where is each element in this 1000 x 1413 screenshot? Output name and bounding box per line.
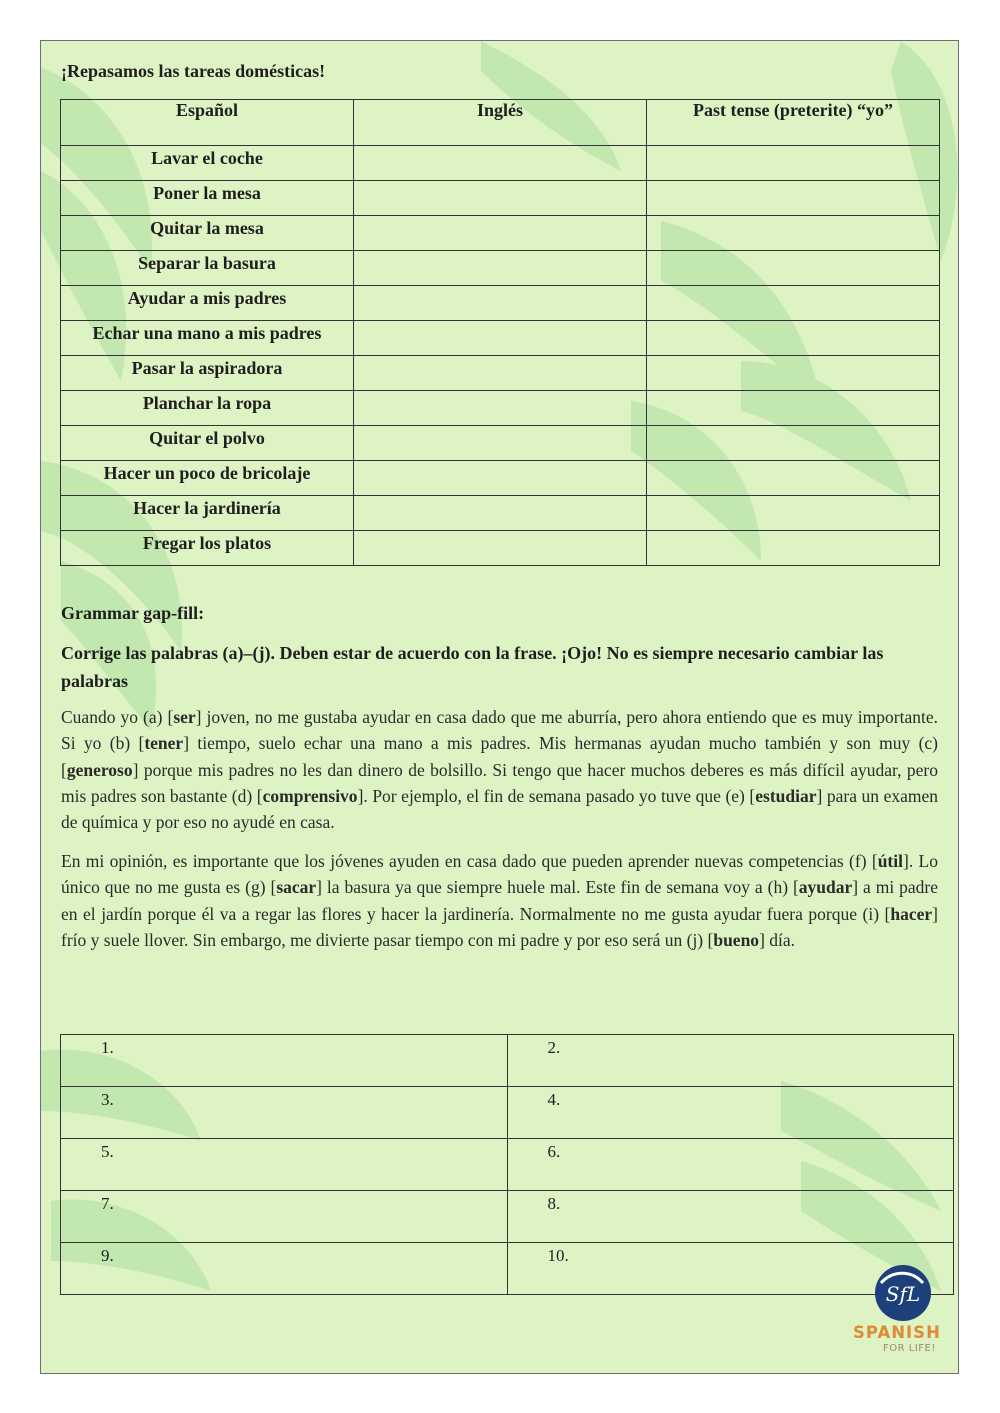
paragraph-text: ] tiempo, suelo echar una mano a mis padres. Mis hermanas ayudan mucho también y son muy (c) [ bbox=[61, 733, 938, 780]
answer-cell[interactable]: 2. bbox=[507, 1035, 954, 1087]
table-row bbox=[61, 426, 940, 461]
gap-fill-paragraph-2 bbox=[61, 848, 938, 953]
paragraph-text: ] la basura ya que siempre huele mal. Este fin de semana voy a (h) [ bbox=[316, 877, 799, 898]
table-row bbox=[61, 251, 940, 286]
chore-english-cell[interactable] bbox=[354, 216, 647, 251]
gap-word: ayudar bbox=[798, 877, 853, 898]
chore-english-cell[interactable] bbox=[354, 321, 647, 356]
answer-cell[interactable]: 4. bbox=[507, 1087, 954, 1139]
paragraph-text: ] día. bbox=[759, 929, 796, 950]
answer-cell[interactable]: 1. bbox=[61, 1035, 508, 1087]
answers-table bbox=[60, 1034, 954, 1295]
chores-table bbox=[60, 99, 940, 566]
chore-preterite-cell[interactable] bbox=[647, 426, 940, 461]
paragraph-text: ] a mi padre en el jardín porque él va a regar las flores y hacer la jardinería. Normalmente no me gusta ayudar fuera porque (i) [ bbox=[61, 877, 939, 924]
chore-preterite-cell[interactable] bbox=[647, 496, 940, 531]
paragraph-text: ] porque mis padres no les dan dinero de bolsillo. Si tengo que hacer muchos deberes es más difícil ayudar, pero mis padres son bastante (d) [ bbox=[61, 759, 938, 806]
page-title: ¡Repasamos las tareas domésticas! bbox=[61, 61, 326, 81]
table-row bbox=[61, 356, 940, 391]
logo-initials: SfL bbox=[885, 1282, 921, 1306]
header-ingles: Inglés bbox=[354, 100, 647, 146]
chore-preterite-cell[interactable] bbox=[647, 251, 940, 286]
table-row bbox=[61, 321, 940, 356]
paragraph-text: ] joven, no me gustaba ayudar en casa dado que me aburría, pero ahora entiendo que es muy importante. Si yo (b) [ bbox=[61, 707, 938, 754]
grammar-instructions: Corrige las palabras (a)–(j). Deben estar de acuerdo con la frase. ¡Ojo! No es siempre necesario cambiar las palabras bbox=[61, 643, 884, 691]
worksheet-page bbox=[40, 40, 959, 1374]
table-row bbox=[61, 461, 940, 496]
answer-cell[interactable]: 8. bbox=[507, 1191, 954, 1243]
table-row bbox=[61, 146, 940, 181]
paragraph-text: ]. Lo único que no me gusta es (g) [ bbox=[61, 851, 938, 898]
chore-spanish-cell: Lavar el coche bbox=[61, 146, 354, 181]
chore-spanish-cell: Quitar la mesa bbox=[61, 216, 354, 251]
answer-cell[interactable]: 3. bbox=[61, 1087, 508, 1139]
table-row bbox=[61, 531, 940, 566]
chore-english-cell[interactable] bbox=[354, 251, 647, 286]
logo-wordmark: SPANISH bbox=[853, 1323, 941, 1342]
paragraph-text: ] para un examen de química y por eso no ayudé en casa. bbox=[61, 785, 939, 833]
chore-spanish-cell: Pasar la aspiradora bbox=[61, 356, 354, 391]
chore-spanish-cell: Poner la mesa bbox=[61, 181, 354, 216]
answer-row bbox=[61, 1191, 954, 1243]
chore-english-cell[interactable] bbox=[354, 496, 647, 531]
chore-preterite-cell[interactable] bbox=[647, 356, 940, 391]
header-espanol: Español bbox=[61, 100, 354, 146]
gap-word: hacer bbox=[890, 903, 933, 924]
table-header-row bbox=[61, 100, 940, 146]
chore-spanish-cell: Hacer la jardinería bbox=[61, 496, 354, 531]
logo-tagline: FOR LIFE! bbox=[883, 1343, 936, 1354]
paragraph-text: Cuando yo (a) [ bbox=[61, 707, 174, 727]
chore-spanish-cell: Hacer un poco de bricolaje bbox=[61, 461, 354, 496]
chore-english-cell[interactable] bbox=[354, 146, 647, 181]
chore-preterite-cell[interactable] bbox=[647, 461, 940, 496]
gap-word: tener bbox=[144, 733, 184, 754]
chore-english-cell[interactable] bbox=[354, 461, 647, 496]
table-row bbox=[61, 286, 940, 321]
gap-word: generoso bbox=[66, 759, 133, 780]
paragraph-text: ]. Por ejemplo, el fin de semana pasado yo tuve que (e) [ bbox=[357, 785, 756, 806]
gap-word: sacar bbox=[276, 877, 317, 898]
table-row bbox=[61, 391, 940, 426]
chore-english-cell[interactable] bbox=[354, 426, 647, 461]
gap-word: estudiar bbox=[755, 785, 817, 806]
answer-cell[interactable]: 9. bbox=[61, 1243, 508, 1295]
chore-spanish-cell: Separar la basura bbox=[61, 251, 354, 286]
table-row bbox=[61, 181, 940, 216]
table-row bbox=[61, 216, 940, 251]
chore-preterite-cell[interactable] bbox=[647, 146, 940, 181]
answer-row bbox=[61, 1087, 954, 1139]
answer-row bbox=[61, 1243, 954, 1295]
answer-row bbox=[61, 1035, 954, 1087]
chore-preterite-cell[interactable] bbox=[647, 216, 940, 251]
chore-preterite-cell[interactable] bbox=[647, 286, 940, 321]
chore-english-cell[interactable] bbox=[354, 181, 647, 216]
answer-cell[interactable]: 5. bbox=[61, 1139, 508, 1191]
answer-cell[interactable]: 10. bbox=[507, 1243, 954, 1295]
chore-spanish-cell: Echar una mano a mis padres bbox=[61, 321, 354, 356]
chore-spanish-cell: Quitar el polvo bbox=[61, 426, 354, 461]
header-past-tense: Past tense (preterite) “yo” bbox=[647, 100, 940, 146]
chore-english-cell[interactable] bbox=[354, 391, 647, 426]
chore-spanish-cell: Fregar los platos bbox=[61, 531, 354, 566]
answer-cell[interactable]: 6. bbox=[507, 1139, 954, 1191]
chore-english-cell[interactable] bbox=[354, 286, 647, 321]
answer-cell[interactable]: 7. bbox=[61, 1191, 508, 1243]
chore-english-cell[interactable] bbox=[354, 531, 647, 566]
gap-word: ser bbox=[173, 707, 196, 727]
gap-word: comprensivo bbox=[262, 785, 358, 806]
grammar-heading: Grammar gap-fill: bbox=[61, 603, 205, 623]
paragraph-text: ] frío y suele llover. Sin embargo, me divierte pasar tiempo con mi padre y por eso será un (j) [ bbox=[61, 903, 938, 950]
answer-row bbox=[61, 1139, 954, 1191]
table-row bbox=[61, 496, 940, 531]
chore-preterite-cell[interactable] bbox=[647, 181, 940, 216]
paragraph-text: En mi opinión, es importante que los jóvenes ayuden en casa dado que pueden aprender nuevas competencias (f) [ bbox=[61, 851, 878, 871]
chore-preterite-cell[interactable] bbox=[647, 531, 940, 566]
chore-spanish-cell: Planchar la ropa bbox=[61, 391, 354, 426]
chore-english-cell[interactable] bbox=[354, 356, 647, 391]
chore-spanish-cell: Ayudar a mis padres bbox=[61, 286, 354, 321]
chore-preterite-cell[interactable] bbox=[647, 321, 940, 356]
gap-word: bueno bbox=[713, 929, 760, 950]
gap-word: útil bbox=[877, 851, 903, 871]
chore-preterite-cell[interactable] bbox=[647, 391, 940, 426]
gap-fill-paragraph-1 bbox=[61, 704, 938, 835]
